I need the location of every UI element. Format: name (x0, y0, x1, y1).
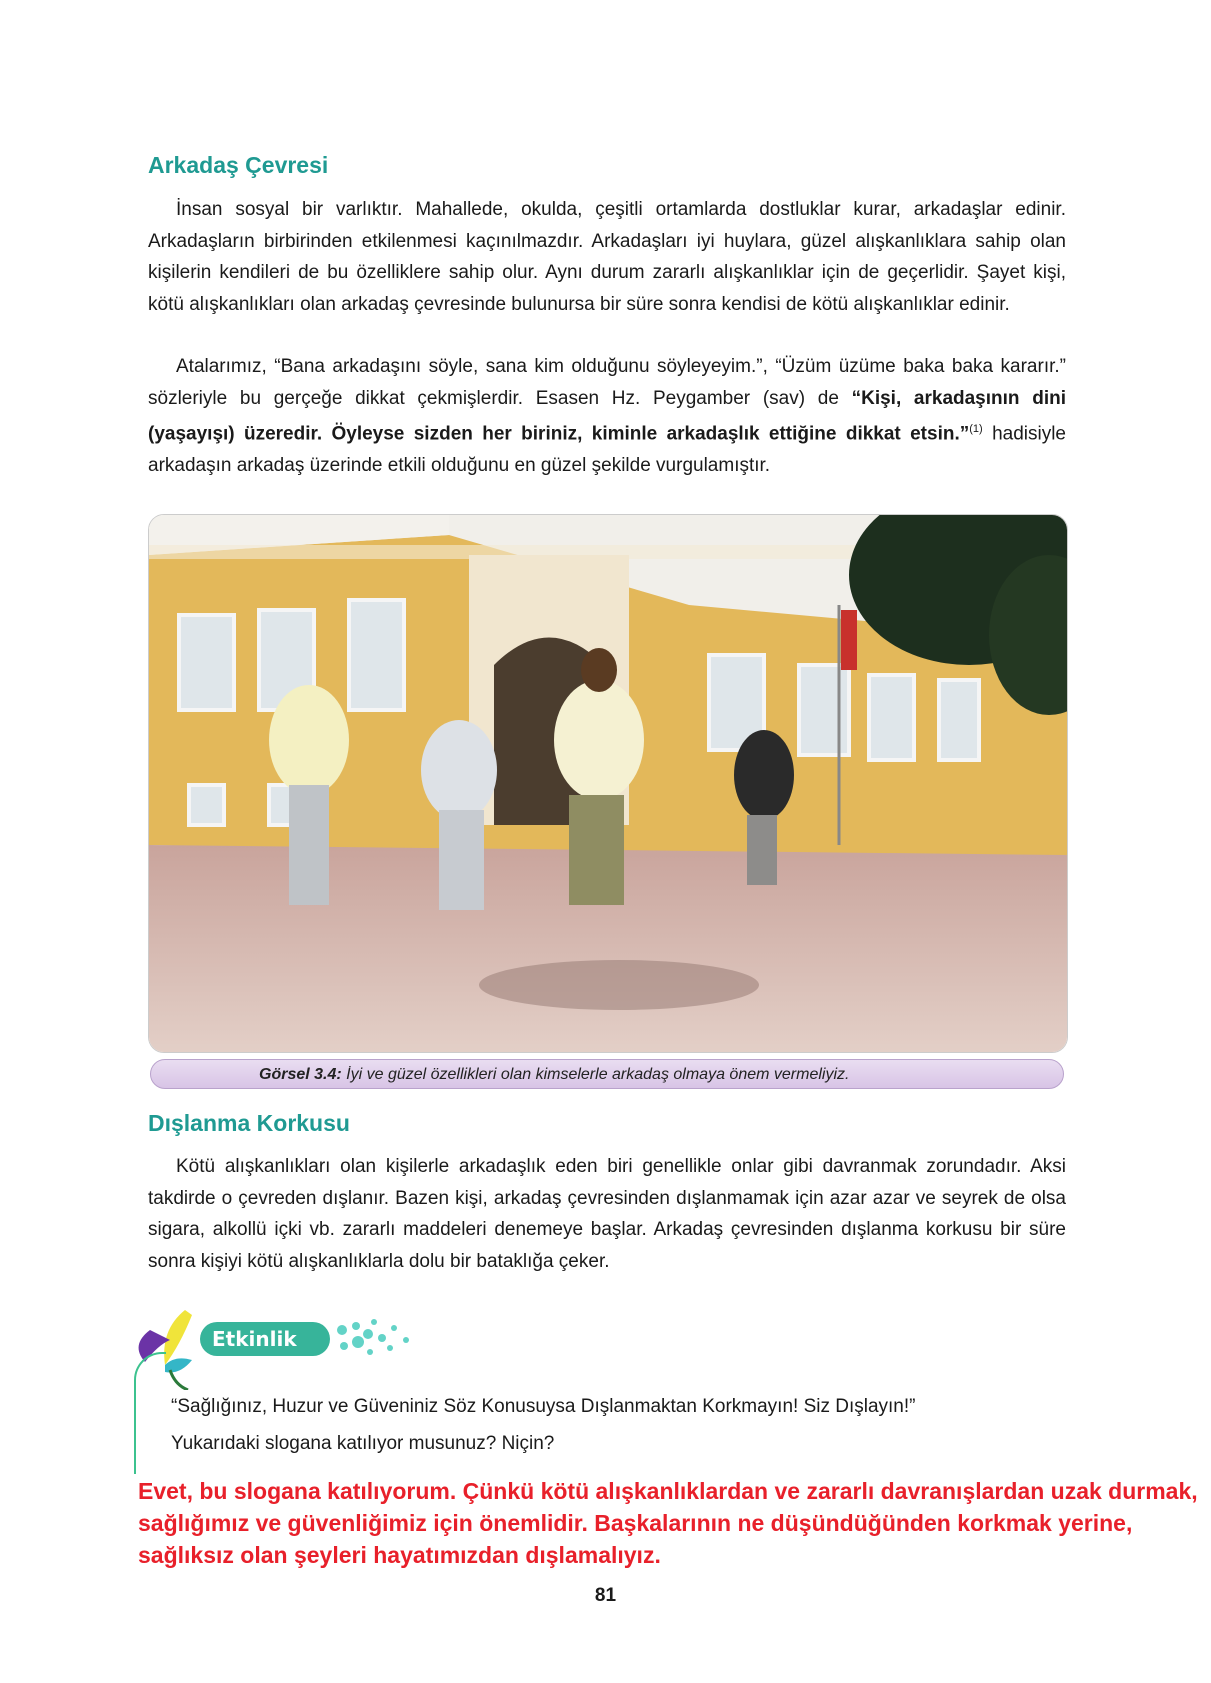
activity-answer: Evet, bu slogana katılıyorum. Çünkü kötü alışkanlıklardan ve zararlı davranışlardan uzak durmak, sağlığımız ve güvenliğimiz için önemlidir. Başkalarının ne düşündüğünden korkmak yerine, sağlıksız olan şeyleri hayatımızdan dışlamalıyız. (138, 1478, 1198, 1568)
school-yard-photo (148, 514, 1068, 1053)
section-title-arkadas-cevresi: Arkadaş Çevresi (148, 152, 329, 178)
figure-label: Görsel 3.4: (259, 1066, 342, 1083)
paragraph-1 (148, 194, 1066, 320)
activity-question: Yukarıdaki slogana katılıyor musunuz? Niçin? (171, 1433, 555, 1454)
paragraph-3-text: Kötü alışkanlıkları olan kişilerle arkadaşlık eden biri genellikle onlar gibi davranmak zorundadır. Aksi takdirde o çevreden dışlanır. Bazen kişi, arkadaş çevresinden dışlanmamak için azar azar ve seyrek de olsa sigara, alkollü içki vb. zararlı maddeleri denemeye başlar. Arkadaş çevresinden dışlanma korkusu bir süre sonra kişiyi kötü alışkanlıklarla dolu bir bataklığa çeker. (148, 1156, 1066, 1272)
paragraph-2 (148, 351, 1066, 481)
paragraph-1-text: İnsan sosyal bir varlıktır. Mahallede, okulda, çeşitli ortamlarda dostluklar kurar, arkadaşlar edinir. Arkadaşların birbirinden etkilenmesi kaçınılmazdır. Arkadaşları iyi huylara, güzel alışkanlıklara sahip olan kişilerin kendileri de bu özelliklere sahip olur. Aynı durum zararlı alışkanlıklar için de geçerlidir. Şayet kişi, kötü alışkanlıkları olan arkadaş çevresinde bulunursa bir süre sonra kendisi de kötü alışkanlıklar edinir. (148, 199, 1066, 315)
figure-caption (150, 1059, 1064, 1089)
activity-badge-label: Etkinlik (212, 1327, 297, 1351)
footnote-ref: (1) (969, 423, 983, 435)
paragraph-3 (148, 1151, 1066, 1277)
figure-caption-text: İyi ve güzel özellikleri olan kimselerle arkadaş olmaya önem vermeliyiz. (341, 1066, 850, 1083)
paragraph-2-end: hadisiyle arkadaşın arkadaş üzerinde etkili olduğunu en güzel şekilde vurgulamıştır. (148, 423, 1066, 476)
page-number: 81 (594, 1585, 617, 1606)
hadith-quote: “Kişi, arkadaşının dini (yaşayışı) üzeredir. Öyleyse sizden her biriniz, kiminle arkadaşlık ettiğine dikkat etsin.” (148, 387, 1066, 445)
paragraph-2-start: Atalarımız, “Bana arkadaşını söyle, sana kim olduğunu söyleyeyim.”, “Üzüm üzüme baka baka kararır.” sözleriyle bu gerçeğe dikkat çekmişlerdir. Esasen Hz. Peygamber (sav) de (148, 356, 1066, 409)
activity-slogan: “Sağlığınız, Huzur ve Güveniniz Söz Konusuysa Dışlanmaktan Korkmayın! Siz Dışlayın!” (171, 1396, 916, 1417)
section-title-dislanma-korkusu: Dışlanma Korkusu (148, 1110, 350, 1136)
feather-icon (130, 1300, 510, 1390)
activity-frame-line (134, 1352, 166, 1474)
activity-badge (130, 1300, 510, 1390)
